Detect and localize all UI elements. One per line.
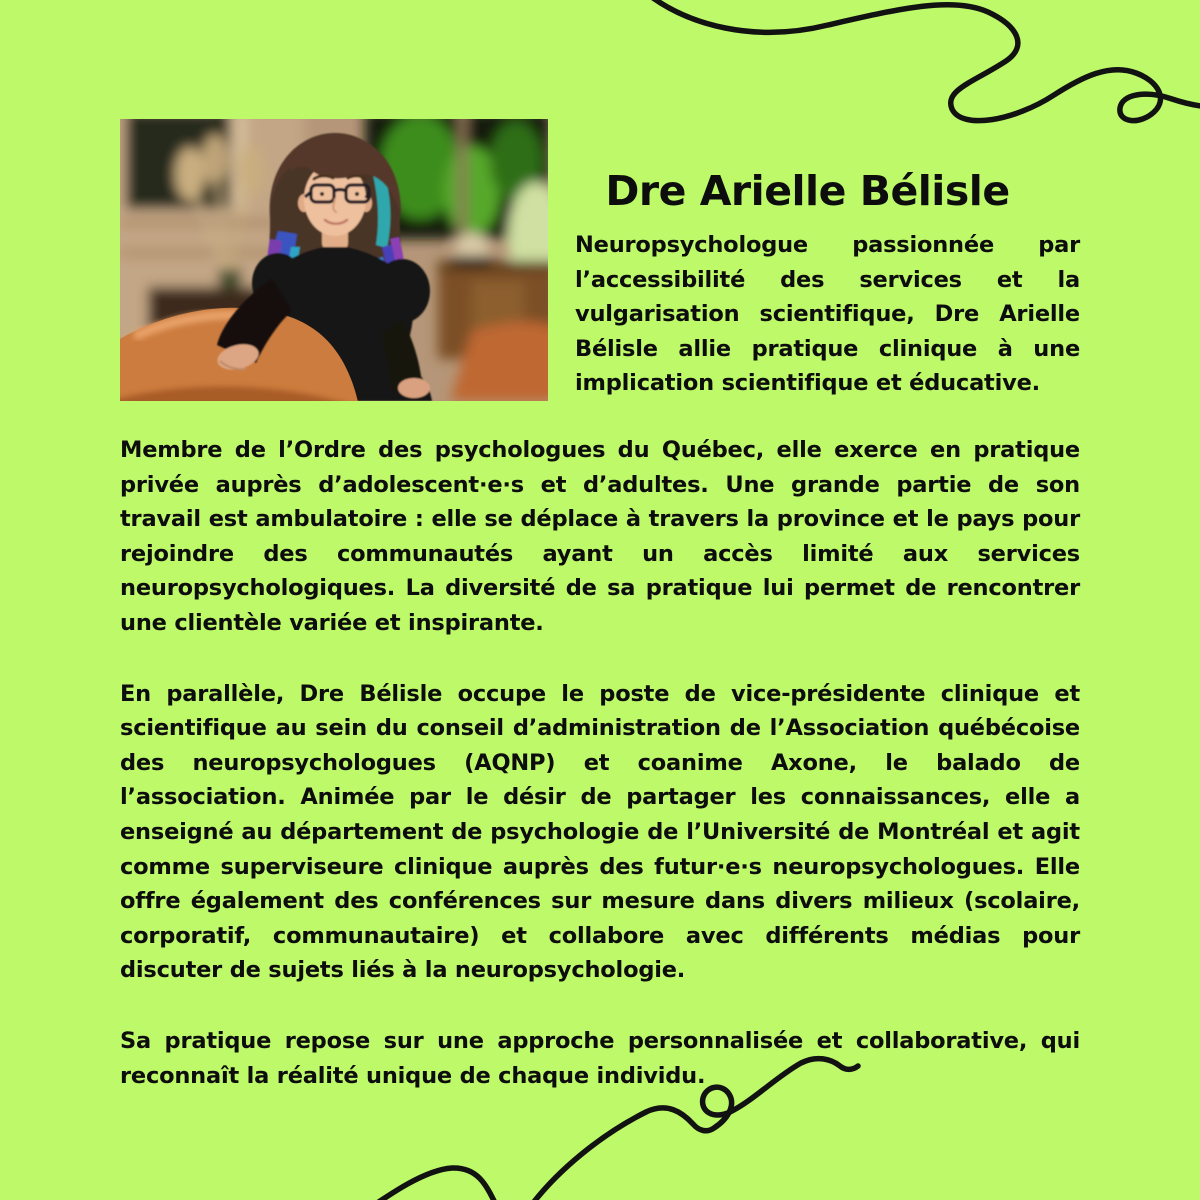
profile-photo-illustration (120, 119, 548, 401)
page-title: Dre Arielle Bélisle (605, 167, 1010, 216)
bio-paragraph: En parallèle, Dre Bélisle occupe le poste de vice-présidente clinique et scientifique au sein du conseil d’administration de l’Association québécoise des neuropsychologues (AQNP) et coanime Axone, le balado de l’association. Animée par le désir de partager les connaissances, elle a enseigné au département de psychologie de l’Université de Montréal et agit comme superviseure clinique auprès des futur·e·s neuropsychologues. Elle offre également des conférences sur mesure dans divers milieux (scolaire, corporatif, communautaire) et collabore avec différents médias pour discuter de sujets liés à la neuropsychologie. (120, 680, 1080, 984)
profile-photo (120, 119, 548, 401)
bio-text (120, 433, 1080, 1093)
bio-paragraph: Sa pratique repose sur une approche personnalisée et collaborative, qui reconnaît la réalité unique de chaque individu. (120, 1027, 1080, 1089)
bio-paragraph: Membre de l’Ordre des psychologues du Québec, elle exerce en pratique privée auprès d’adolescent·e·s et d’adultes. Une grande partie de son travail est ambulatoire : elle se déplace à travers la province et le pays pour rejoindre des communautés ayant un accès limité aux services neuropsychologiques. La diversité de sa pratique lui permet de rencontrer une clientèle variée et inspirante. (120, 437, 1080, 636)
profile-intro: Neuropsychologue passionnée par l’accessibilité des services et la vulgarisation scientifique, Dre Arielle Bélisle allie pratique clinique à une implication scientifique et éducative. (575, 232, 1080, 397)
